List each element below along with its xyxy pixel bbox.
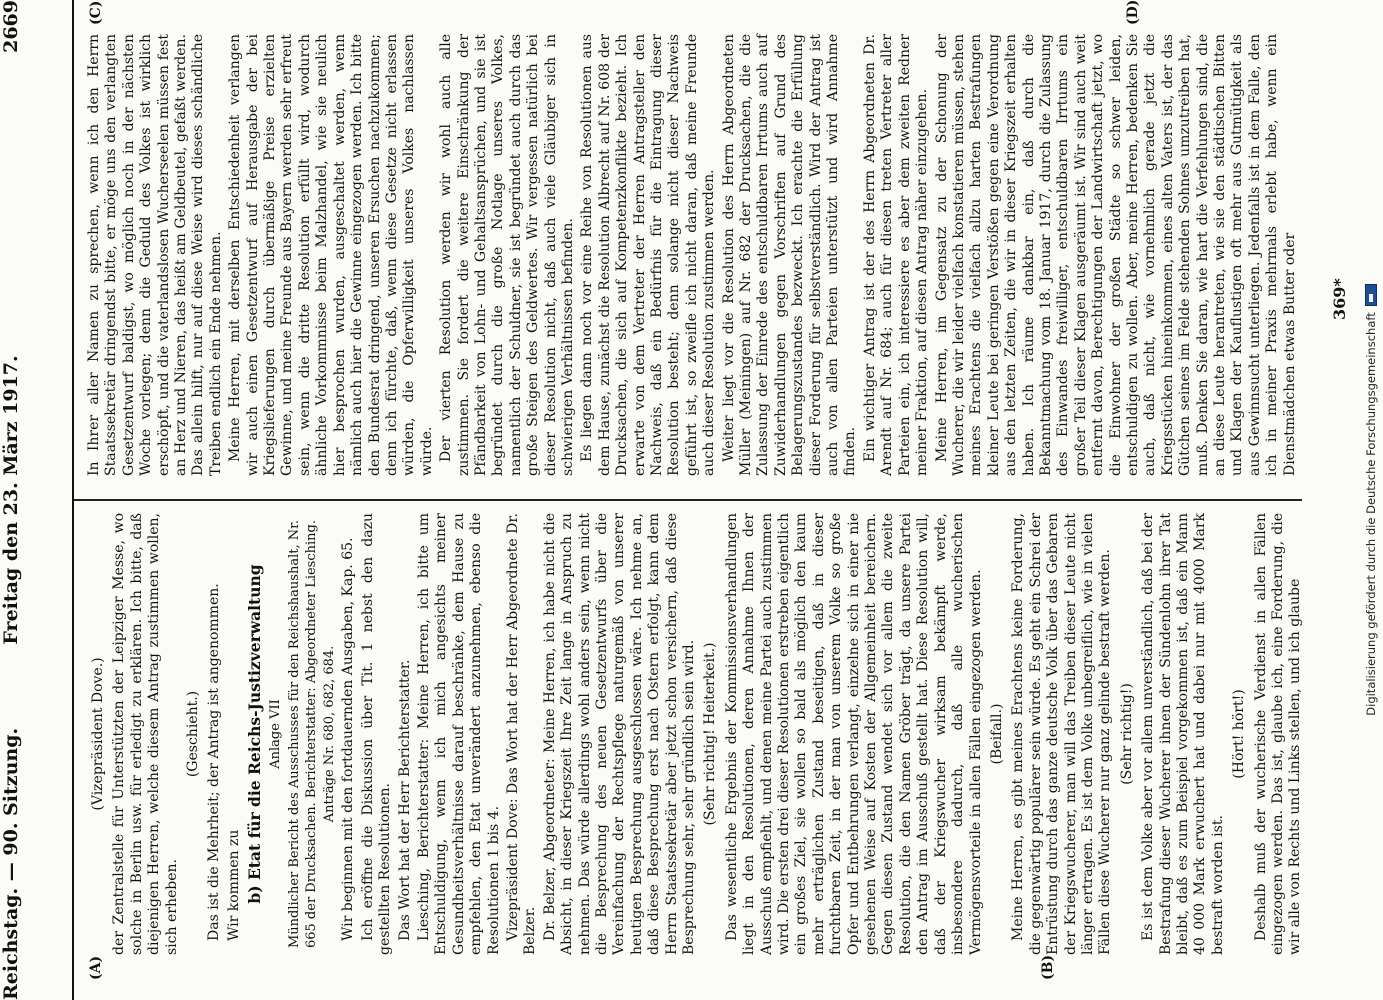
margin-marker-d: (D) <box>1125 0 1141 25</box>
paragraph: Deshalb muß der wucherische Verdienst in allen Fällen eingezogen werden. Das ist, glaube ich, eine Forderung, die wir alle von Rechts und Links stellen, und ich glaube <box>1252 513 1304 955</box>
header-session: Reichstag. — 90. Sitzung. <box>0 727 22 1000</box>
paragraph: Meine Herren, im Gegensatz zu der Schonung der Wucherer, die wir leider vielfach konstatieren müssen, stehen meines Erachtens die vielfach allzu harten Bestrafungen kleiner Leute bei geringen Verstößen gegen eine Verordnung aus den letzten Zeiten, die wir in dieser Kriegszeit erhalten haben. Ich räume dankbar ein, daß durch die Bekanntmachung vom 18. Januar 1917, durch die Zulassung des Einwandes freiwilliger, entschuldbaren Irrtums ein großer Teil dieser Klagen ausgeräumt ist. Wir sind auch weit entfernt davon, Berechtigungen der Landwirtschaft jetzt, wo die Einwohner der großen Städte so schwer leiden, entschuldigen zu wollen. Aber, meine Herren, bedenken Sie auch, daß nicht, wie vornehmlich gerade jetzt die Kriegsstücken hineinkommen, eines alten Vaters ist, der das Gütchen seines im Felde stehenden Sohnes umzutreiben hat, muß. Denken Sie daran, wie hart die Verfehlungen sind, die an diese Leute herantreten, wie sie den städtischen Bitten und Klagen der Kauflustigen oft mehr aus Gutmütigkeit als aus Gewinnsucht unterliegen. Jedenfalls ist in dem Falle, den ich in meiner Praxis mehrmals erlebt habe, wenn ein Dienstmädchen etwas Butter oder <box>933 34 1298 476</box>
paragraph: Der vierten Resolution werden wir wohl auch alle zustimmen. Sie fordert die weitere Einschränkung der Pfändbarkeit von Lohn- und Gehaltsansprüchen, und sie ist begründet durch die große Notlage unseres Volkes, namentlich der Schuldner, sie ist begründet auch durch das große Steigen des Geldwertes. Wir vergessen natürlich bei dieser Resolution nicht, daß auch viele Gläubiger sich in schwierigen Verhältnissen befinden. <box>438 34 576 476</box>
paragraph: der Zentralstelle für Unterstützten der Leipziger Messe, wo solche in Berlin usw. für erledigt zu erklären. Ich bitte, daß diejenigen Herren, welche diesem Antrag zustimmen wollen, sich erheben. <box>111 513 180 955</box>
left-column <box>86 513 1304 955</box>
paragraph: Liesching, Berichterstatter: Meine Herren, ich bitte um Entschuldigung, wenn ich mich angesichts meiner Gesundheitsverhältnisse darauf beschränke, dem Hause zu empfehlen, den Etat unverändert anzunehmen, ebenso die Resolutionen 1 bis 4. <box>415 513 502 955</box>
dfg-logo-icon <box>1365 284 1377 306</box>
paragraph: Das Wort hat der Herr Berichterstatter. <box>396 659 413 941</box>
paragraph: Vizepräsident Dove: Das Wort hat der Herr Abgeordnete Dr. Belzer. <box>504 513 539 955</box>
paragraph: Das wesentliche Ergebnis der Kommissionsverhandlungen liegt in den Resolutionen, deren Annahme Ihnen der Ausschuß empfiehlt, und denen meine Partei auch zustimmen wird. Die ersten drei dieser Resolutionen erstreben eigentlich ein großes Ziel, sie wollen so bald als möglich den kaum mehr erträglichen Zustand beseitigen, daß in dieser furchtbaren Zeit, in der man von unserem Volke so große Opfer und Entbehrungen verlangt, einzelne sich in einer nie gesehenen Weise auf Kosten der Allgemeinheit bereichern. Gegen diesen Zustand wendet sich vor allem die zweite Resolution, die den Namen Gröber trägt, da unsere Partei den Antrag im Ausschuß gestellt hat. Diese Resolution will, daß der Kriegswucher wirksam bekämpft werde, insbesondere dadurch, daß alle wucherischen Vermögensvorteile in allen Fällen eingezogen werden. <box>723 513 984 955</box>
stage-direction: (Beifall.) <box>988 703 1005 765</box>
margin-marker-c: (C) <box>88 0 104 25</box>
paragraph: Weiter liegt vor die Resolution des Herrn Abgeordneten Müller (Meiningen) auf Nr. 682 der Drucksachen, die die Zulassung der Einrede des entschuldbaren Irrtums auch auf Zuwiderhandlungen gegen Vorschriften auf Grund des Belagerungszustandes bezweckt. Ich erachte die Erfüllung dieser Forderung für selbstverständlich. Wird der Antrag ist auch von allen Parteien unterstützt und wird Annahme finden. <box>720 34 859 476</box>
stage-direction: (Geschieht.) <box>185 690 202 778</box>
paragraph: Dr. Belzer, Abgeordneter: Meine Herren, ich habe nicht die Absicht, in dieser Kriegszeit Ihre Zeit lange in Anspruch zu nehmen. Das würde allerdings wohl anders sein, wenn nicht die Besprechung des neuen Gesetzentwurfs über die Vereinfachung der Rechtspflege naturgemäß von unserer heutigen Besprechung ausgeschlossen wäre. Ich nehme an, daß diese Besprechung erst nach Ostern erfolgt, kann dem Herrn Staatssekretär aber jetzt schon versichern, daß diese Besprechung sehr, sehr gründlich sein wird. <box>541 513 697 955</box>
page-header <box>0 0 70 1000</box>
paragraph: Ein wichtiger Antrag ist der des Herrn Abgeordneten Dr. Arendt auf Nr. 684; auch für diesen treten Vertreter aller Parteien ein, ich interessiere es aber dem zweiten Redner meiner Fraktion, auf diesen Antrag näher einzugehen. <box>861 34 931 476</box>
paragraph: Es ist dem Volke aber vor allem unverständlich, daß bei der Bestrafung dieser Wucherer ihnen der Sündenlohn ihrer Tat bleibt, daß es zum Beispiel vorgekommen ist, daß ein Mann 40 000 Mark erwuchert hat und dabei nur mit 4000 Mark bestraft worden ist. <box>1140 513 1226 955</box>
paragraph: In Ihrer aller Namen zu sprechen, wenn ich den Herrn Staatssekretär dringendst bitte, er möge uns den verlangten Gesetzentwurf baldigst, wo möglich noch in der nächsten Woche vorlegen; denn die Geduld des Volkes ist wirklich erschöpft, und die vaterlandslosen Wucherseelen müssen fest an Herz und Nieren, das heißt am Geldbeutel, gefaßt werden. Das allein hilft, nur auf diese Weise wird dieses schändliche Treiben endlich ein Ende nehmen. <box>86 34 224 476</box>
header-date: Freitag den 23. März 1917. <box>0 355 22 645</box>
paragraph: Es liegen dann noch vor eine Reihe von Resolutionen aus dem Hause, zunächst die Resolution Albrecht auf Nr. 608 der Drucksachen, die sich auf Kompetenzkonflikte bezieht. Ich erwarte von dem Vertreter der Herren Antragsteller den Nachweis, daß ein Bedürfnis für die Eintragung dieser Resolution besteht; denn solange nicht dieser Nachweis geführt ist, so zweifle ich nicht daran, daß meine Freunde auch dieser Resolution zustimmen werden. <box>579 34 718 476</box>
section-heading: b) Etat für die Reichs-Justizverwaltung <box>245 564 265 904</box>
digitization-footer <box>1362 0 1380 1000</box>
section-subheading: Anlage VII <box>267 699 283 769</box>
paragraph: Wir beginnen mit den fortdauernden Ausgaben, Kap. 65. <box>340 537 357 941</box>
paragraph: Das ist die Mehrheit; der Antrag ist angenommen. <box>206 583 223 941</box>
page-signature: 369* <box>1330 278 1349 320</box>
margin-marker-b: (B) <box>1040 954 1056 980</box>
stage-direction: (Hört! hört!) <box>1231 689 1248 779</box>
footer-note: Digitalisierung gefördert durch die Deutsche Forschungsgemeinschaft <box>1364 312 1378 716</box>
stage-direction: (Sehr richtig!) <box>1118 683 1135 785</box>
page-number: 2669 <box>0 0 22 53</box>
stage-direction: (Sehr richtig! Heiterkeit.) <box>702 642 719 826</box>
margin-marker-a: (A) <box>88 955 104 980</box>
paragraph: Meine Herren, mit derselben Entschiedenheit verlangen wir auch einen Gesetzentwurf auf Herausgabe der bei Kriegslieferungen durch übermäßige Preise erzielten Gewinne, und meine Freunde aus Bayern werden sehr erfreut sein, wenn die dritte Resolution erfüllt wird, wodurch ähnliche Vorkommnisse beim Malzhandel, wie sie neulich hier besprochen wurden, ausgeschaltet werden, wenn nämlich auch hier die Gewinne eingezogen werden. Ich bitte den Bundesrat dringend, unseren Ersuchen nachzukommen; denn ich fürchte, daß, wenn diese Gesetze nicht erlassen würden, die Opferwilligkeit unseres Volkes nachlassen würde. <box>227 34 435 476</box>
paragraph: Ich eröffne die Diskussion über Tit. 1 nebst den dazu gestellten Resolutionen. <box>359 513 394 955</box>
report-reference: Mündlicher Bericht des Ausschusses für den Reichshaushalt, Nr. 665 der Drucksachen. Berichterstatter: Abgeordneter Liesching. Anträge Nr. 680, 682, 684. <box>287 519 337 949</box>
right-column <box>86 34 1296 476</box>
speaker-note: (Vizepräsident Dove.) <box>90 657 106 811</box>
paragraph: Wir kommen zu <box>225 829 242 941</box>
paragraph: Meine Herren, es gibt meines Erachtens keine Forderung, die gegenwärtig populärer sein würde. Es geht ein Schrei der Entrüstung durch das ganze deutsche Volk über das Gebaren der Kriegswucherer, man will das Treiben dieser Leute nicht länger ertragen. Es ist dem Volke unbegreiflich, wie in vielen Fällen diese Wucherer nur ganz gelinde bestraft werden. <box>1010 513 1114 955</box>
column-divider <box>74 499 1302 501</box>
